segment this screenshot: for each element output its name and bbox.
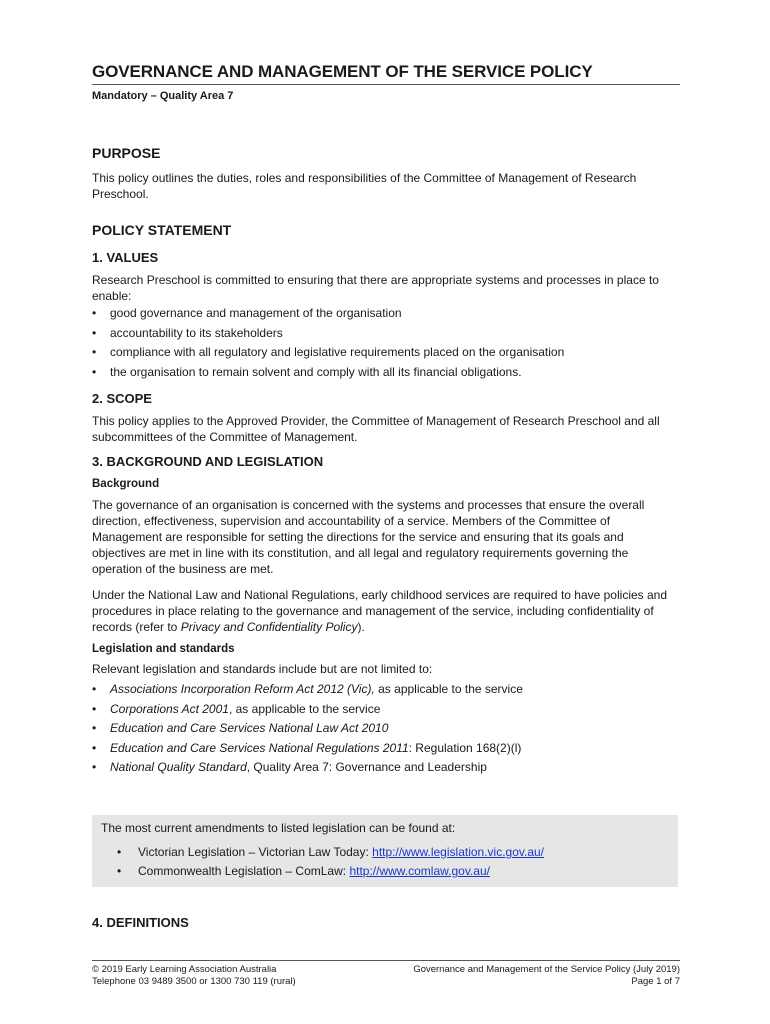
document-subtitle: Mandatory – Quality Area 7	[92, 90, 234, 102]
list-item: • National Quality Standard, Quality Area 7: Governance and Leadership	[92, 758, 680, 778]
values-heading: 1. VALUES	[92, 250, 159, 265]
comlaw-link[interactable]: http://www.comlaw.gov.au/	[349, 864, 490, 878]
bullet-icon: •	[92, 364, 97, 379]
document-title: GOVERNANCE AND MANAGEMENT OF THE SERVICE POLICY	[92, 62, 680, 85]
list-item: • Victorian Legislation – Victorian Law Today: http://www.legislation.vic.gov.au/	[117, 843, 544, 862]
bullet-icon: •	[117, 864, 122, 878]
footer-right	[413, 964, 680, 988]
policy-reference: Privacy and Confidentiality Policy	[180, 620, 358, 634]
background-heading: 3. BACKGROUND AND LEGISLATION	[92, 454, 324, 469]
list-item: • Commonwealth Legislation – ComLaw: http://www.comlaw.gov.au/	[117, 862, 544, 881]
footer-left	[92, 964, 296, 988]
footer-telephone: Telephone 03 9489 3500 or 1300 730 119 (rural)	[92, 976, 296, 987]
bullet-icon: •	[92, 325, 97, 340]
list-item: • accountability to its stakeholders	[92, 324, 680, 344]
definitions-heading: 4. DEFINITIONS	[92, 915, 189, 930]
list-item: • good governance and management of the organisation	[92, 304, 680, 324]
list-item: • Education and Care Services National Regulations 2011: Regulation 168(2)(l)	[92, 739, 680, 759]
scope-heading: 2. SCOPE	[92, 391, 152, 406]
list-item: • Corporations Act 2001, as applicable to the service	[92, 700, 680, 720]
list-item: • the organisation to remain solvent and comply with all its financial obligations.	[92, 363, 680, 383]
purpose-heading: PURPOSE	[92, 145, 161, 161]
victorian-legislation-link[interactable]: http://www.legislation.vic.gov.au/	[372, 845, 545, 859]
bullet-icon: •	[117, 845, 122, 859]
bullet-icon: •	[92, 345, 97, 359]
background-paragraph-2: Under the National Law and National Regulations, early childhood services are required to have policies and procedures in place relating to the governance and management of the service, including confidentiality of records (refer to Privacy and Confidentiality Policy).	[92, 588, 668, 634]
policy-statement-heading: POLICY STATEMENT	[92, 222, 232, 238]
values-list	[92, 304, 680, 382]
purpose-text: This policy outlines the duties, roles and responsibilities of the Committee of Management of Research Preschool.	[92, 171, 637, 201]
footer-document-name: Governance and Management of the Service Policy (July 2019)	[413, 964, 680, 975]
bullet-icon: •	[92, 740, 97, 755]
legislation-heading: Legislation and standards	[92, 643, 235, 655]
footer-copyright: © 2019 Early Learning Association Australia	[92, 964, 277, 975]
footer-divider	[92, 960, 680, 961]
list-item: • Education and Care Services National Law Act 2010	[92, 719, 680, 739]
notice-links-list	[117, 843, 544, 881]
legislation-intro: Relevant legislation and standards include but are not limited to:	[92, 662, 433, 676]
list-item: • Associations Incorporation Reform Act 2012 (Vic), as applicable to the service	[92, 680, 680, 700]
bullet-icon: •	[92, 306, 97, 320]
values-intro: Research Preschool is committed to ensuring that there are appropriate systems and processes in place to enable:	[92, 273, 659, 303]
bullet-icon: •	[92, 721, 97, 735]
notice-text: The most current amendments to listed legislation can be found at:	[101, 821, 456, 835]
footer-page-number: Page 1 of 7	[631, 976, 680, 987]
legislation-list	[92, 680, 680, 778]
list-item: • compliance with all regulatory and legislative requirements placed on the organisation	[92, 343, 680, 363]
scope-text: This policy applies to the Approved Provider, the Committee of Management of Research Preschool and all subcommittees of the Committee of Management.	[92, 414, 660, 444]
bullet-icon: •	[92, 760, 97, 774]
background-paragraph-1: The governance of an organisation is concerned with the systems and processes that ensure the overall direction, effectiveness, supervision and accountability of a service. Members of the Committee of Management are responsible for setting the directions for the service and ensuring that its goals and objectives are met in line with its constitution, and all legal and regulatory requirements governing the operation of the business are met.	[92, 498, 645, 576]
bullet-icon: •	[92, 682, 97, 696]
background-subheading: Background	[92, 478, 160, 490]
bullet-icon: •	[92, 701, 97, 716]
legislation-notice-box	[92, 815, 678, 887]
